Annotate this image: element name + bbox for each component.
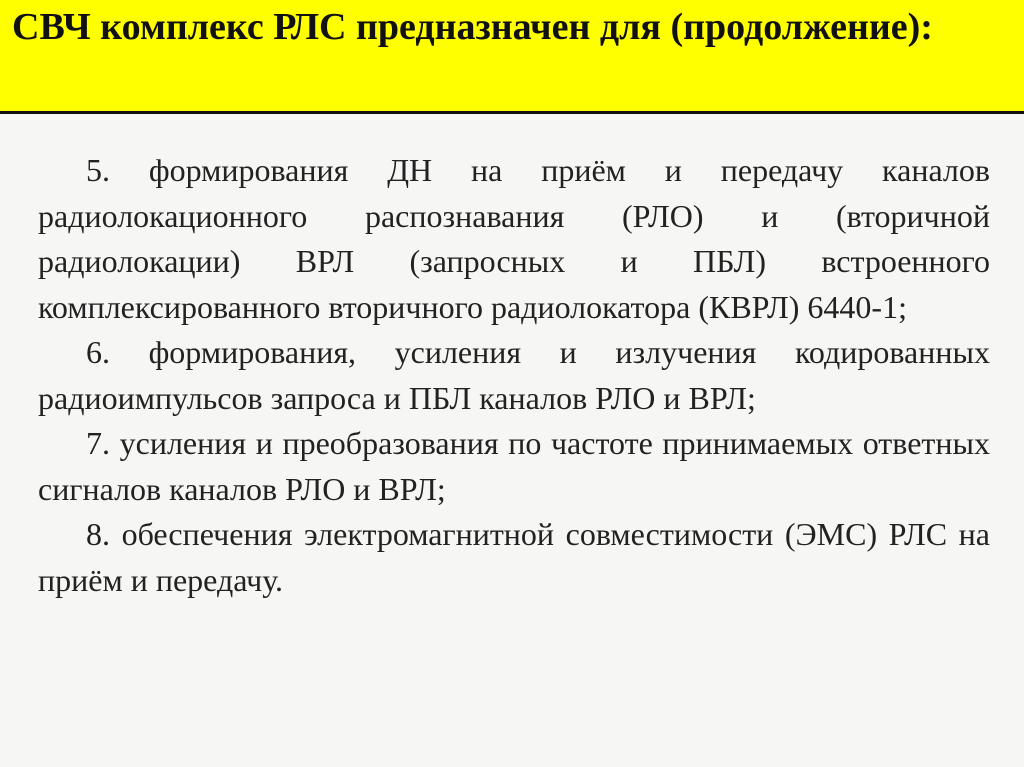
slide-body (38, 148, 990, 603)
list-item-8: 8. обеспечения электромагнитной совместимости (ЭМС) РЛС на приём и передачу. (38, 516, 990, 598)
slide-title: СВЧ комплекс РЛС предназначен для (продолжение): (12, 6, 933, 48)
list-item-5: 5. формирования ДН на приём и передачу каналов радиолокационного распознавания (РЛО) и (вторичной радиолокации) ВРЛ (запросных и ПБЛ) встроенного комплексированного вторичного радиолокатора (КВРЛ) 6440-1; (38, 152, 990, 325)
title-banner (0, 0, 1024, 114)
list-item-7: 7. усиления и преобразования по частоте принимаемых ответных сигналов каналов РЛО и ВРЛ; (38, 425, 990, 507)
list-item-6: 6. формирования, усиления и излучения кодированных радиоимпульсов запроса и ПБЛ каналов РЛО и ВРЛ; (38, 334, 990, 416)
